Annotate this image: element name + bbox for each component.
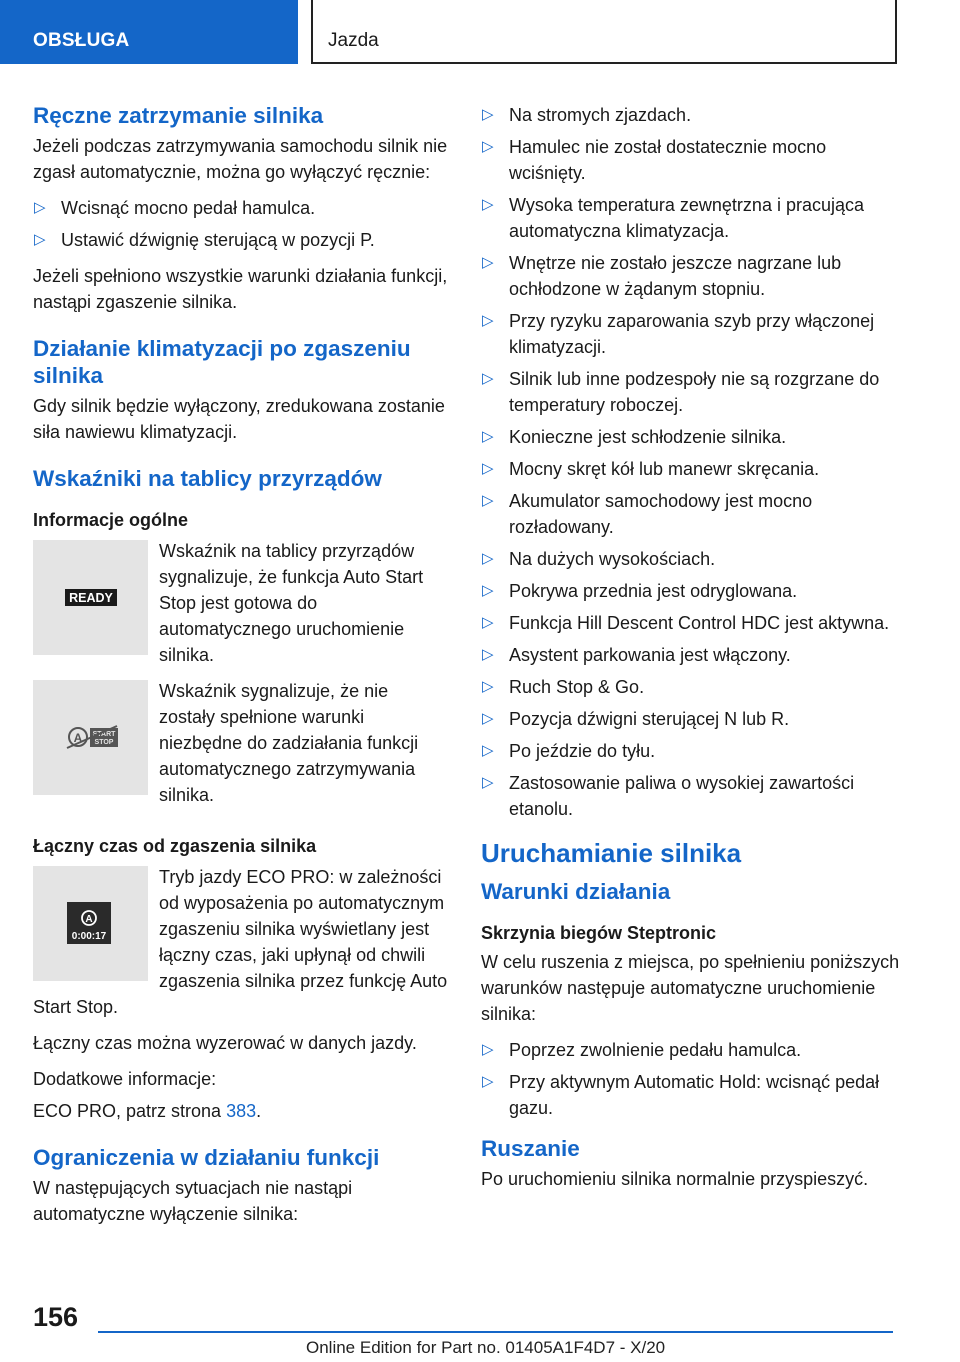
left-column [33, 102, 448, 1227]
start-stop-text: Wskaźnik sygnalizuje, że nie zostały spełnione warunki niezbędne do zadziałania funkcji automatycznego zatrzymywania silnika. [159, 681, 419, 805]
list-item: ▷ Funkcja Hill Descent Control HDC jest aktywna. [481, 610, 901, 636]
list-item: ▷ Po jeździe do tyłu. [481, 738, 901, 764]
list-item: ▷ Wnętrze nie zostało jeszcze nagrzane lub ochłodzone w żądanym stopniu. [481, 250, 901, 302]
section-tab [0, 0, 298, 64]
edition-text: Online Edition for Part no. 01405A1F4D7 - X/20 [306, 1338, 666, 1357]
timer-icon [33, 866, 148, 981]
list-item: ▷ Wysoka temperatura zewnętrzna i pracująca automatyczna klimatyzacja. [481, 192, 901, 244]
manual-stop-intro: Jeżeli podczas zatrzymywania samochodu silnik nie zgasł automatycznie, można go wyłączyć ręcznie: [33, 136, 448, 182]
triangle-bullet-icon: ▷ [482, 710, 494, 727]
ready-label: READY [69, 591, 113, 605]
list-item: ▷ Silnik lub inne podzespoły nie są rozgrzane do temperatury roboczej. [481, 366, 901, 418]
triangle-bullet-icon: ▷ [482, 614, 494, 631]
right-column [481, 102, 901, 1192]
heading-limits: Ograniczenia w działaniu funkcji [33, 1145, 380, 1170]
more-info-label: Dodatkowe informacje: [33, 1069, 217, 1089]
heading-conditions: Warunki działania [481, 879, 671, 904]
subheading-general: Informacje ogólne [33, 510, 189, 530]
triangle-bullet-icon: ▷ [482, 254, 494, 271]
triangle-bullet-icon: ▷ [482, 106, 494, 123]
heading-ac: Działanie klimatyzacji po zgaszeniu silnika [33, 336, 411, 388]
svg-text:A: A [73, 731, 83, 745]
total-time-block [33, 864, 448, 1020]
list-item: ▷ Poprzez zwolnienie pedału hamulca. [481, 1037, 901, 1063]
triangle-bullet-icon: ▷ [482, 492, 494, 509]
limits-list [481, 102, 901, 822]
page-link-383[interactable]: 383 [226, 1101, 257, 1121]
triangle-bullet-icon: ▷ [482, 550, 494, 567]
svg-text:STOP: STOP [94, 739, 114, 746]
triangle-bullet-icon: ▷ [482, 678, 494, 695]
steptronic-list [481, 1037, 901, 1121]
triangle-bullet-icon: ▷ [34, 231, 46, 248]
list-item: ▷ Na stromych zjazdach. [481, 102, 901, 128]
triangle-bullet-icon: ▷ [482, 370, 494, 387]
moving-off-text: Po uruchomieniu silnika normalnie przyspieszyć. [481, 1169, 869, 1189]
triangle-bullet-icon: ▷ [482, 1041, 494, 1058]
list-item: ▷ Wcisnąć mocno pedał hamulca. [33, 195, 448, 221]
list-item: ▷ Pozycja dźwigni sterującej N lub R. [481, 706, 901, 732]
triangle-bullet-icon: ▷ [482, 196, 494, 213]
ready-icon [33, 540, 148, 655]
page-number: 156 [33, 1302, 79, 1332]
triangle-bullet-icon: ▷ [482, 582, 494, 599]
ready-indicator-image [33, 540, 148, 655]
chapter-box [311, 0, 897, 64]
list-item: ▷ Pokrywa przednia jest odryglowana. [481, 578, 901, 604]
heading-manual-stop: Ręczne zatrzymanie silnika [33, 103, 324, 128]
list-item: ▷ Zastosowanie paliwa o wysokiej zawartości etanolu. [481, 770, 901, 822]
total-time-reset: Łączny czas można wyzerować w danych jazdy. [33, 1033, 417, 1053]
svg-text:A: A [85, 914, 93, 925]
list-item: ▷ Mocny skręt kół lub manewr skręcania. [481, 456, 901, 482]
ac-text: Gdy silnik będzie wyłączony, zredukowana zostanie siła nawiewu klimatyzacji. [33, 396, 445, 442]
manual-stop-steps [33, 195, 448, 253]
triangle-bullet-icon: ▷ [482, 646, 494, 663]
heading-indicators: Wskaźniki na tablicy przyrządów [33, 466, 382, 491]
list-item: ▷ Ustawić dźwignię sterującą w pozycji P. [33, 227, 448, 253]
steptronic-text: W celu ruszenia z miejsca, po spełnieniu poniższych warunków następuje automatyczne uruchomienie silnika: [481, 952, 900, 1024]
triangle-bullet-icon: ▷ [482, 742, 494, 759]
heading-engine-start: Uruchamianie silnika [481, 838, 742, 868]
list-item: ▷ Przy ryzyku zaparowania szyb przy włączonej klimatyzacji. [481, 308, 901, 360]
timer-value: 0:00:17 [71, 931, 107, 942]
timer-indicator-image [33, 866, 148, 981]
triangle-bullet-icon: ▷ [482, 428, 494, 445]
list-item: ▷ Na dużych wysokościach. [481, 546, 901, 572]
total-time-text: Tryb jazdy ECO PRO: w zależności od wyposażenia po automatycznym zgaszeniu silnika wyświetlany jest łączny czas, jaki upłynął od chwili zgaszenia silnika przez funkcję Auto Start Stop. [33, 867, 448, 1017]
list-item: ▷ Asystent parkowania jest włączony. [481, 642, 901, 668]
triangle-bullet-icon: ▷ [482, 774, 494, 791]
auto-start-stop-off-icon [33, 680, 148, 795]
heading-moving-off: Ruszanie [481, 1136, 580, 1161]
svg-text:START: START [92, 731, 116, 738]
list-item: ▷ Przy aktywnym Automatic Hold: wcisnąć pedał gazu. [481, 1069, 901, 1121]
chapter-title: Jazda [328, 30, 379, 51]
section-title: OBSŁUGA [33, 30, 130, 51]
list-item: ▷ Konieczne jest schłodzenie silnika. [481, 424, 901, 450]
triangle-bullet-icon: ▷ [482, 138, 494, 155]
footer-rule [98, 1331, 893, 1333]
list-item: ▷ Hamulec nie został dostatecznie mocno wciśnięty. [481, 134, 901, 186]
eco-pro-reference: ECO PRO, patrz strona 383. [33, 1101, 262, 1121]
list-item: ▷ Akumulator samochodowy jest mocno rozładowany. [481, 488, 901, 540]
triangle-bullet-icon: ▷ [34, 199, 46, 216]
subheading-total-time: Łączny czas od zgaszenia silnika [33, 836, 317, 856]
indicator-ready [33, 538, 448, 668]
manual-stop-outro: Jeżeli spełniono wszystkie warunki działania funkcji, nastąpi zgaszenie silnika. [33, 266, 448, 312]
start-stop-indicator-image [33, 680, 148, 795]
limits-intro: W następujących sytuacjach nie nastąpi automatyczne wyłączenie silnika: [33, 1178, 353, 1224]
subheading-steptronic: Skrzynia biegów Steptronic [481, 923, 717, 943]
triangle-bullet-icon: ▷ [482, 1073, 494, 1090]
indicator-start-stop [33, 678, 448, 808]
triangle-bullet-icon: ▷ [482, 312, 494, 329]
ready-text: Wskaźnik na tablicy przyrządów sygnalizuje, że funkcja Auto Start Stop jest gotowa do automatycznego uruchomienie silnika. [159, 541, 424, 665]
list-item: ▷ Ruch Stop & Go. [481, 674, 901, 700]
triangle-bullet-icon: ▷ [482, 460, 494, 477]
